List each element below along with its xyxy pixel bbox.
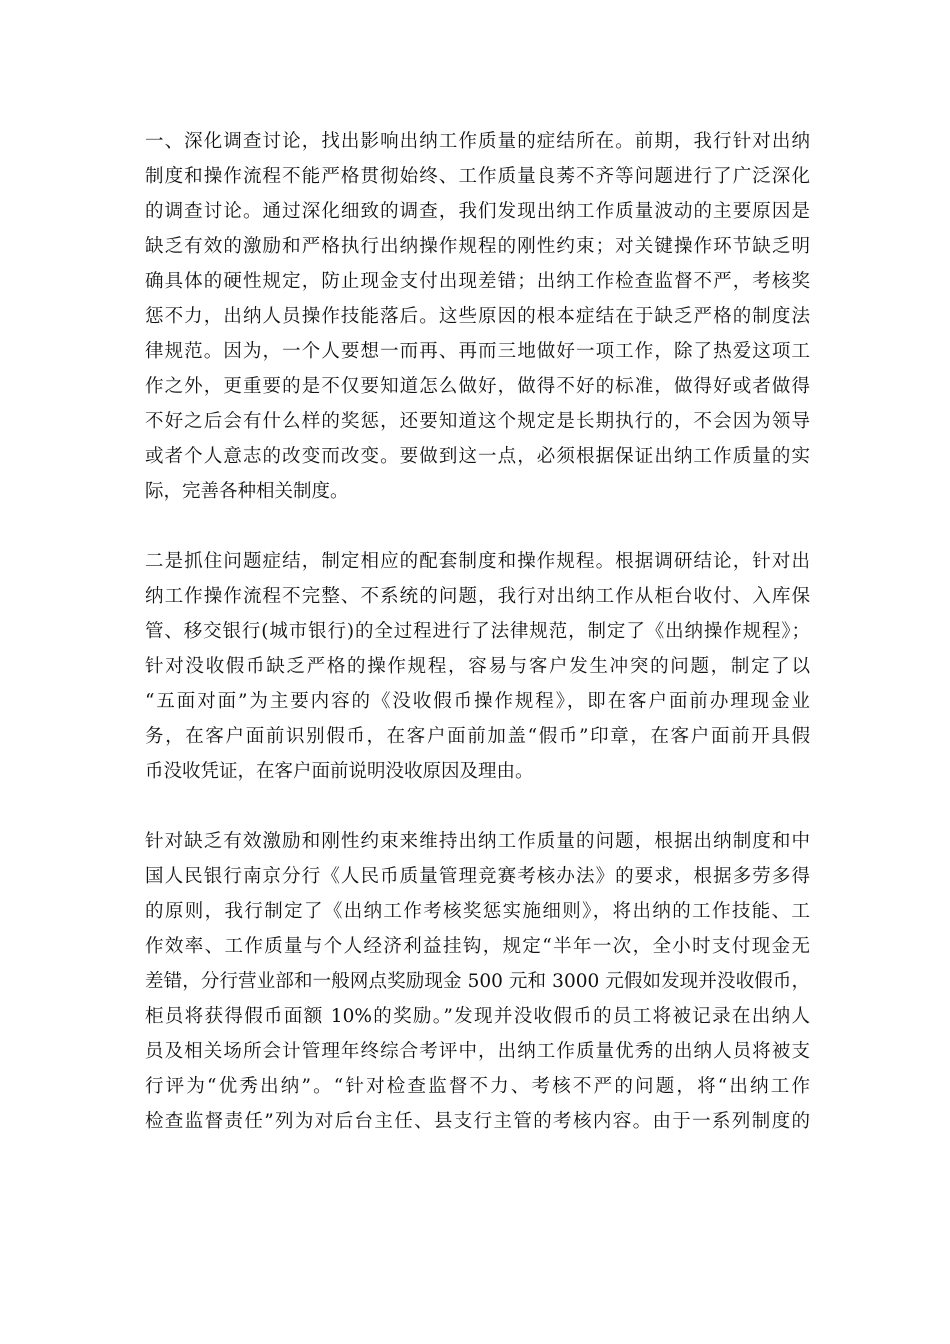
text-line: 的调查讨论。通过深化细致的调查，我们发现出纳工作质量波动的主要原因是 xyxy=(145,201,810,222)
text-line: 行评为“优秀出纳”。“针对检查监督不力、考核不严的问题，将“出纳工作 xyxy=(145,1076,810,1097)
text-line: 或者个人意志的改变而改变。要做到这一点，必须根据保证出纳工作质量的实 xyxy=(145,446,810,467)
text-line: 针对缺乏有效激励和刚性约束来维持出纳工作质量的问题，根据出纳制度和中 xyxy=(145,831,810,852)
text-line: 确具体的硬性规定，防止现金支付出现差错；出纳工作检查监督不严，考核奖 xyxy=(145,271,810,292)
text-line: 缺乏有效的激励和严格执行出纳操作规程的刚性约束；对关键操作环节缺乏明 xyxy=(145,236,810,257)
text-line: 币没收凭证，在客户面前说明没收原因及理由。 xyxy=(145,761,534,782)
text-line: 员及相关场所会计管理年终综合考评中，出纳工作质量优秀的出纳人员将被支 xyxy=(145,1041,810,1062)
text-line: 际，完善各种相关制度。 xyxy=(145,481,349,502)
text-line: 国人民银行南京分行《人民币质量管理竞赛考核办法》的要求，根据多劳多得 xyxy=(145,866,810,887)
paragraph-spacer xyxy=(145,509,810,544)
text-line: 务，在客户面前识别假币，在客户面前加盖“假币”印章，在客户面前开具假 xyxy=(145,726,810,747)
text-line: 作效率、工作质量与个人经济利益挂钩，规定“半年一次，全小时支付现金无 xyxy=(145,936,810,957)
text-line: 纳工作操作流程不完整、不系统的问题，我行对出纳工作从柜台收付、入库保 xyxy=(145,586,810,607)
text-line: 一、深化调查讨论，找出影响出纳工作质量的症结所在。前期，我行针对出纳 xyxy=(145,131,810,152)
text-line: 作之外，更重要的是不仅要知道怎么做好，做得不好的标准，做得好或者做得 xyxy=(145,376,810,397)
text-line: 管、移交银行(城市银行)的全过程进行了法律规范，制定了《出纳操作规程》； xyxy=(145,621,810,642)
paragraph-2 xyxy=(145,544,810,789)
document-body xyxy=(145,124,810,1139)
text-line: 不好之后会有什么样的奖惩，还要知道这个规定是长期执行的，不会因为领导 xyxy=(145,411,810,432)
text-line: “五面对面”为主要内容的《没收假币操作规程》，即在客户面前办理现金业 xyxy=(145,691,810,712)
text-line: 二是抓住问题症结，制定相应的配套制度和操作规程。根据调研结论，针对出 xyxy=(145,551,810,572)
text-line: 检查监督责任”列为对后台主任、县支行主管的考核内容。由于一系列制度的 xyxy=(145,1111,810,1132)
paragraph-3 xyxy=(145,824,810,1139)
text-line: 惩不力，出纳人员操作技能落后。这些原因的根本症结在于缺乏严格的制度法 xyxy=(145,306,810,327)
text-line: 制度和操作流程不能严格贯彻始终、工作质量良莠不齐等问题进行了广泛深化 xyxy=(145,166,810,187)
paragraph-spacer xyxy=(145,789,810,824)
text-line: 差错，分行营业部和一般网点奖励现金 500 元和 3000 元假如发现并没收假币， xyxy=(145,971,810,992)
text-line: 针对没收假币缺乏严格的操作规程，容易与客户发生冲突的问题，制定了以 xyxy=(145,656,810,677)
text-line: 柜员将获得假币面额 10%的奖励。”发现并没收假币的员工将被记录在出纳人 xyxy=(145,1006,810,1027)
text-line: 的原则，我行制定了《出纳工作考核奖惩实施细则》，将出纳的工作技能、工 xyxy=(145,901,810,922)
paragraph-1 xyxy=(145,124,810,509)
text-line: 律规范。因为，一个人要想一而再、再而三地做好一项工作，除了热爱这项工 xyxy=(145,341,810,362)
